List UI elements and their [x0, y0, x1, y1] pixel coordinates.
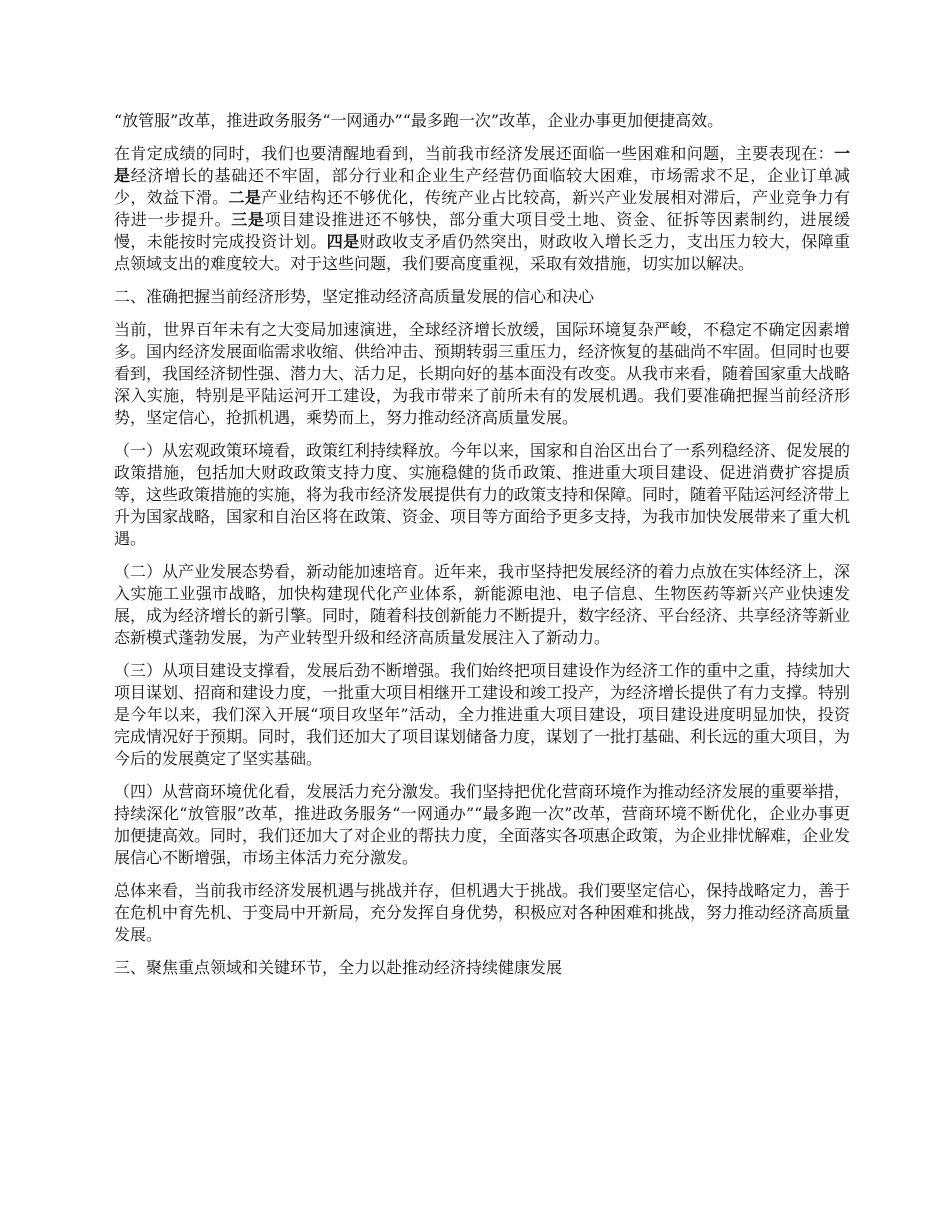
section-heading-3: 三、聚焦重点领域和关键环节，全力以赴推动经济持续健康发展	[114, 958, 563, 977]
document-page	[114, 110, 850, 990]
paragraph-industry: （二）从产业发展态势看，新动能加速培育。近年来，我市坚持把发展经济的着力点放在实体经济上，深入实施工业强市战略，加快构建现代化产业体系，新能源电池、电子信息、生物医药等新兴产业快速发展，成为经济增长的新引擎。同时，随着科技创新能力不断提升，数字经济、平台经济、共享经济等新业态新模式蓬勃发展，为产业转型升级和经济高质量发展注入了新动力。	[114, 562, 851, 647]
paragraph-situation: 当前，世界百年未有之大变局加速演进，全球经济增长放缓，国际环境复杂严峻，不稳定不确定因素增多。国内经济发展面临需求收缩、供给冲击、预期转弱三重压力，经济恢复的基础尚不牢固。但同时也要看到，我国经济韧性强、潜力大、活力足，长期向好的基本面没有改变。从我市来看，随着国家重大战略深入实施，特别是平陆运河开工建设，为我市带来了前所未有的发展机遇。我们要准确把握当前经济形势，坚定信心，抢抓机遇，乘势而上，努力推动经济高质量发展。	[114, 320, 851, 427]
paragraph-policy: （一）从宏观政策环境看，政策红利持续释放。今年以来，国家和自治区出台了一系列稳经济、促发展的政策措施，包括加大财政政策支持力度、实施稳健的货币政策、推进重大项目建设、促进消费扩容提质等，这些政策措施的实施，将为我市经济发展提供有力的政策支持和保障。同时，随着平陆运河经济带上升为国家战略，国家和自治区将在政策、资金、项目等方面给予更多支持，为我市加快发展带来了重大机遇。	[114, 441, 851, 548]
problem-text-4: 财政收支矛盾仍然突出，财政收入增长乏力，支出压力较大，保障重点领域支出的难度较大。对于这些问题，我们要高度重视，采取有效措施，切实加以解决。	[114, 232, 850, 273]
problem-text-1: 经济增长的基础还不牢固，部分行业和企业生产经营仍面临较大困难，市场需求不足，企业订单减少，效益下滑。	[114, 166, 850, 207]
problem-marker-4: 四是	[326, 232, 360, 251]
problem-text-3: 项目建设推进还不够快，部分重大项目受土地、资金、征拆等因素制约，进展缓慢，未能按时完成投资计划。	[114, 210, 850, 251]
section-heading-2: 二、准确把握当前经济形势，坚定推动经济高质量发展的信心和决心	[114, 287, 595, 306]
paragraph-business-environment: （四）从营商环境优化看，发展活力充分激发。我们坚持把优化营商环境作为推动经济发展的重要举措，持续深化“放管服”改革，推进政务服务“一网通办”“最多跑一次”改革，营商环境不断优化，企业办事更加便捷高效。同时，我们还加大了对企业的帮扶力度，全面落实各项惠企政策，为企业排忧解难，企业发展信心不断增强，市场主体活力充分激发。	[114, 782, 851, 867]
problem-marker-2: 二是	[228, 188, 262, 207]
paragraph-problems	[114, 143, 850, 275]
paragraph-reform-continuation: “放管服”改革，推进政务服务“一网通办”“最多跑一次”改革，企业办事更加便捷高效。	[114, 111, 724, 130]
problem-marker-1: 一是	[114, 144, 850, 185]
problems-intro: 在肯定成绩的同时，我们也要清醒地看到，当前我市经济发展还面临一些困难和问题，主要表现在：	[114, 144, 834, 163]
problem-marker-3: 三是	[231, 210, 265, 229]
paragraph-summary: 总体来看，当前我市经济发展机遇与挑战并存，但机遇大于挑战。我们要坚定信心，保持战略定力，善于在危机中育先机、于变局中开新局，充分发挥自身优势，积极应对各种困难和挑战，努力推动经济高质量发展。	[114, 881, 851, 944]
paragraph-projects: （三）从项目建设支撑看，发展后劲不断增强。我们始终把项目建设作为经济工作的重中之重，持续加大项目谋划、招商和建设力度，一批重大项目相继开工建设和竣工投产，为经济增长提供了有力支撑。特别是今年以来，我们深入开展“项目攻坚年”活动，全力推进重大项目建设，项目建设进度明显加快，投资完成情况好于预期。同时，我们还加大了项目谋划储备力度，谋划了一批打基础、利长远的重大项目，为今后的发展奠定了坚实基础。	[114, 661, 851, 768]
problem-text-2: 产业结构还不够优化，传统产业占比较高，新兴产业发展相对滞后，产业竞争力有待进一步提升。	[114, 188, 850, 229]
